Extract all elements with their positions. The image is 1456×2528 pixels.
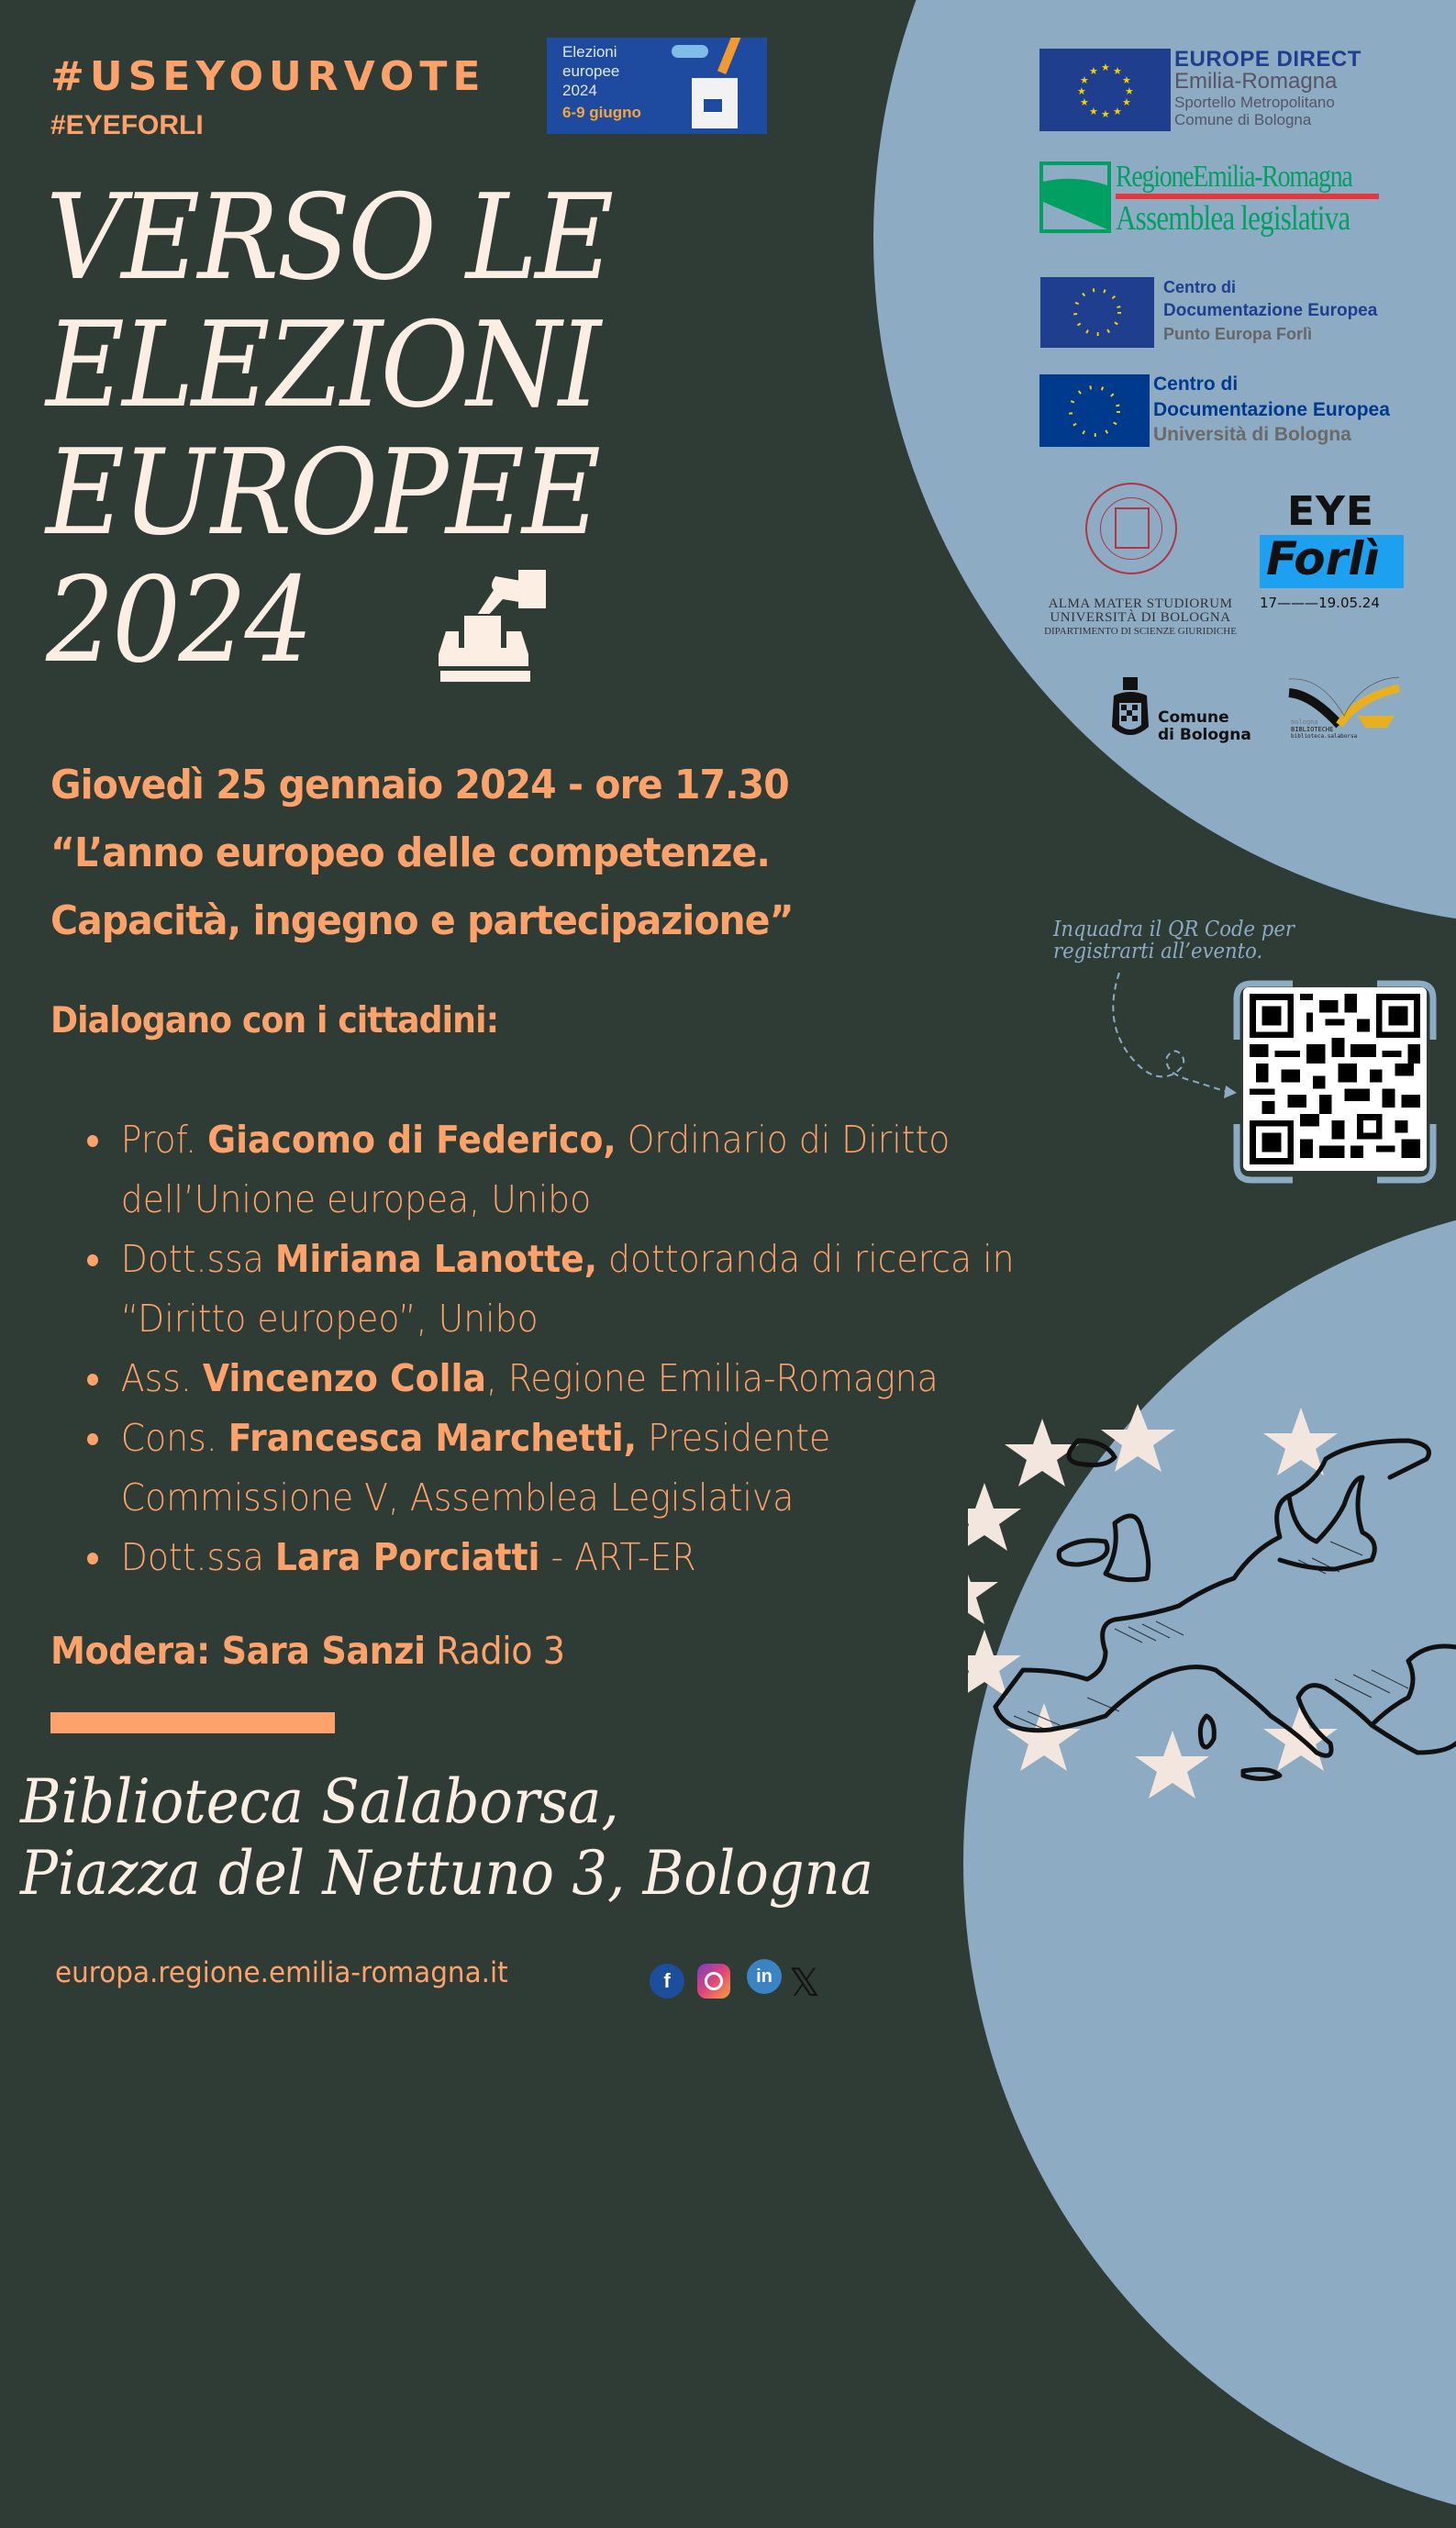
hashtag-eyeforli: #EYEFORLI <box>50 110 204 140</box>
biblioteche-line3: biblioteca.salaborsa <box>1291 733 1358 740</box>
instagram-icon[interactable] <box>697 1964 730 1999</box>
speaker-item <box>87 1349 1016 1409</box>
background-circle-top <box>873 0 1456 927</box>
qr-caption-line1: Inquadra il QR Code per <box>1053 918 1295 941</box>
speakers-list <box>87 1110 1016 1587</box>
svg-text:★: ★ <box>1125 85 1134 97</box>
speaker-prefix: Prof. <box>120 1118 208 1162</box>
speaker-item <box>87 1409 957 1528</box>
svg-text:★: ★ <box>1089 106 1098 117</box>
svg-text:★: ★ <box>1122 96 1131 108</box>
speaker-prefix: Ass. <box>120 1356 203 1400</box>
facebook-icon[interactable]: f <box>650 1964 684 1999</box>
eye-logo-city: Forlì <box>1266 532 1380 585</box>
voting-hand-icon <box>717 38 743 74</box>
eu-flag-icon <box>1040 277 1154 348</box>
speaker-prefix: Dott.ssa <box>120 1237 275 1281</box>
europe-direct-region: Emilia-Romagna <box>1174 69 1338 94</box>
speaker-name: Lara Porciatti <box>274 1535 540 1579</box>
venue-line2: Piazza del Nettuno 3, Bologna <box>20 1838 873 1909</box>
speaker-name: Francesca Marchetti, <box>228 1416 638 1460</box>
speakers-heading: Dialogano con i cittadini: <box>50 1000 499 1041</box>
elezioni-europee-badge <box>547 38 767 134</box>
comune-line2: di Bologna <box>1158 726 1251 744</box>
speaker-name: Giacomo di Federico, <box>207 1118 617 1162</box>
svg-text:★: ★ <box>1113 106 1122 117</box>
badge-dates: 6-9 giugno <box>562 104 641 121</box>
cloud-icon <box>672 45 708 58</box>
linkedin-icon[interactable]: in <box>747 1959 782 1994</box>
accent-divider <box>50 1712 335 1733</box>
speaker-role: Ordinario di Diritto dell’Unione europea, Unibo <box>120 1118 950 1221</box>
eu-flag-icon <box>1039 374 1150 447</box>
unibo-line3: DIPARTIMENTO DI SCIENZE GIURIDICHE <box>1044 626 1237 637</box>
eye-logo-title: EYE <box>1287 488 1374 535</box>
cde-forli-line1: Centro di <box>1163 278 1236 296</box>
europe-direct-title: EUROPE DIRECT <box>1174 47 1362 72</box>
speaker-name: Vincenzo Colla <box>202 1356 486 1400</box>
speaker-role: Presidente Commissione V, Assemblea Legislativa <box>120 1416 831 1520</box>
cde-unibo-line3: Università di Bologna <box>1153 424 1351 445</box>
event-date-time: Giovedì 25 gennaio 2024 - ore 17.30 <box>50 762 789 808</box>
title-line2: ELEZIONI <box>46 297 599 434</box>
qr-caption-line2: registrarti all’evento. <box>1053 940 1263 963</box>
venue-line1: Biblioteca Salaborsa, <box>20 1766 619 1837</box>
hashtag-useyourvote: #USEYOURVOTE <box>50 53 486 100</box>
regione-line1: RegioneEmilia-Romagna <box>1116 160 1352 194</box>
unibo-line1: ALMA MATER STUDIORUM <box>1048 596 1233 611</box>
svg-text:★: ★ <box>1101 108 1110 120</box>
ballot-box-icon <box>439 567 553 682</box>
speaker-item <box>87 1528 1016 1587</box>
comune-line1: Comune <box>1158 708 1229 727</box>
event-subtitle-line2: Capacità, ingegno e partecipazione” <box>50 897 794 944</box>
svg-text:★: ★ <box>1113 65 1122 77</box>
eu-flag-icon <box>1039 49 1171 131</box>
speaker-item <box>87 1230 1074 1349</box>
event-subtitle-line1: “L’anno europeo delle competenze. <box>50 830 770 876</box>
svg-text:★: ★ <box>1080 96 1089 108</box>
comune-crest-icon <box>1108 675 1152 744</box>
moderator-name: Sara Sanzi <box>221 1629 426 1673</box>
speaker-role: dottoranda di ricerca in “Diritto europeo”, Unibo <box>120 1237 1015 1341</box>
moderator-label: Modera: <box>50 1629 222 1673</box>
svg-text:★: ★ <box>1077 85 1086 97</box>
biblioteche-line1: bologna <box>1291 718 1318 726</box>
qr-code[interactable] <box>1243 987 1427 1171</box>
svg-text:★: ★ <box>1101 61 1110 73</box>
qr-caption <box>1053 919 1295 963</box>
moderator-org: Radio 3 <box>425 1629 565 1673</box>
cde-unibo-line2: Documentazione Europea <box>1153 399 1390 420</box>
speaker-role: , Regione Emilia-Romagna <box>485 1356 939 1400</box>
cde-forli-line3: Punto Europa Forlì <box>1163 325 1312 343</box>
europe-direct-line3: Sportello Metropolitano <box>1174 94 1335 111</box>
svg-text:★: ★ <box>1089 65 1098 77</box>
speaker-prefix: Dott.ssa <box>120 1535 275 1579</box>
website-link[interactable]: europa.regione.emilia-romagna.it <box>55 1956 508 1989</box>
eye-logo-dates: 17———19.05.24 <box>1260 595 1380 611</box>
biblioteche-line2: BIBLIOTECHE <box>1291 726 1334 733</box>
europe-map-illustration <box>968 1404 1456 2000</box>
cde-unibo-line1: Centro di <box>1153 373 1239 395</box>
title-line3: EUROPEE <box>46 425 599 562</box>
badge-line2: europee <box>562 62 620 80</box>
svg-text:★: ★ <box>1080 74 1089 86</box>
dashed-arrow-icon <box>1101 973 1239 1138</box>
moderator <box>50 1629 565 1673</box>
unibo-seal-icon <box>1085 483 1177 574</box>
cde-forli-line2: Documentazione Europea <box>1163 301 1378 320</box>
title-line4: 2024 <box>46 552 311 689</box>
venue-address <box>20 1766 873 1910</box>
badge-line3: 2024 <box>562 82 597 99</box>
europe-direct-line4: Comune di Bologna <box>1174 111 1312 128</box>
unibo-line2: UNIVERSITÀ DI BOLOGNA <box>1050 610 1231 625</box>
speaker-prefix: Cons. <box>120 1416 228 1460</box>
badge-line1: Elezioni <box>562 43 617 61</box>
x-twitter-icon[interactable]: 𝕏 <box>789 1960 820 2005</box>
regione-line2: Assemblea legislativa <box>1116 199 1350 238</box>
speaker-name: Miriana Lanotte, <box>274 1237 598 1281</box>
regione-emblem-icon <box>1039 161 1111 233</box>
speaker-role: - ART-ER <box>539 1535 696 1579</box>
title-line1: VERSO LE <box>46 170 612 306</box>
svg-text:★: ★ <box>1122 74 1131 86</box>
eu-flag-icon <box>703 98 723 113</box>
speaker-item <box>87 1110 1041 1230</box>
